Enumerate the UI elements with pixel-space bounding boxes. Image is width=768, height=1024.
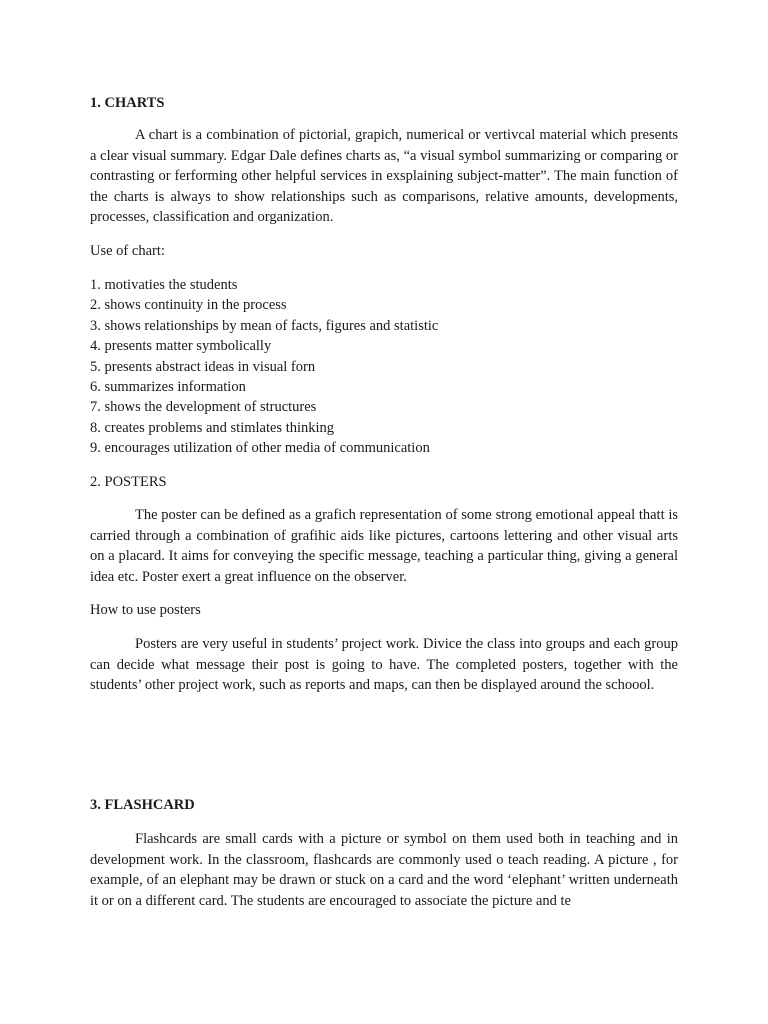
posters-paragraph: The poster can be defined as a grafich representation of some strong emotional appeal thatt is carried through a combination of grafihic aids like pictures, cartoons lettering and other visual arts on a placard. It aims for conveying the specific message, teaching a particular thing, giving a general idea etc. Poster exert a great influence on the observer. — [90, 507, 678, 585]
use-of-chart-label: Use of chart: — [90, 243, 165, 259]
list-item: 8. creates problems and stimlates thinking — [90, 419, 335, 436]
document-page — [90, 0, 678, 1024]
flashcard-paragraph: Flashcards are small cards with a picture or symbol on them used both in teaching and in development work. In the classroom, flashcards are commonly used o teach reading. A picture , for example, of an elephant may be drawn or stuck on a card and the word ‘elephant’ written underneath it or on a different card. The students are encouraged to associate the picture and te — [90, 831, 678, 909]
list-item: 4. presents matter symbolically — [90, 338, 272, 355]
flashcard-heading: 3. FLASHCARD — [90, 797, 195, 813]
charts-heading: 1. CHARTS — [90, 95, 165, 111]
list-item: 7. shows the development of structures — [90, 399, 317, 416]
charts-paragraph: A chart is a combination of pictorial, grapich, numerical or vertivcal material which presents a clear visual summary. Edgar Dale defines charts as, “a visual symbol summarizing or comparing or contrasting or ferforming other helpful services in exsplaining subject-matter”. The main function of the charts is always to show relationships such as comparisons, relative amounts, developments, processes, classification and organization. — [90, 127, 678, 225]
how-to-use-posters-label: How to use posters — [90, 602, 201, 618]
list-item: 3. shows relationships by mean of facts, figures and statistic — [90, 317, 439, 334]
how-to-use-posters-paragraph: Posters are very useful in students’ project work. Divice the class into groups and each group can decide what message their post is going to have. The completed posters, together with the students’ other project work, such as reports and maps, can then be displayed around the schoool. — [90, 636, 678, 693]
list-item: 2. shows continuity in the process — [90, 297, 287, 314]
list-item: 9. encourages utilization of other media of communication — [90, 440, 430, 457]
list-item: 6. summarizes information — [90, 379, 246, 396]
chart-uses-list — [90, 275, 438, 459]
posters-heading: 2. POSTERS — [90, 474, 167, 490]
list-item: 1. motivaties the students — [90, 277, 238, 293]
list-item: 5. presents abstract ideas in visual forn — [90, 358, 316, 375]
